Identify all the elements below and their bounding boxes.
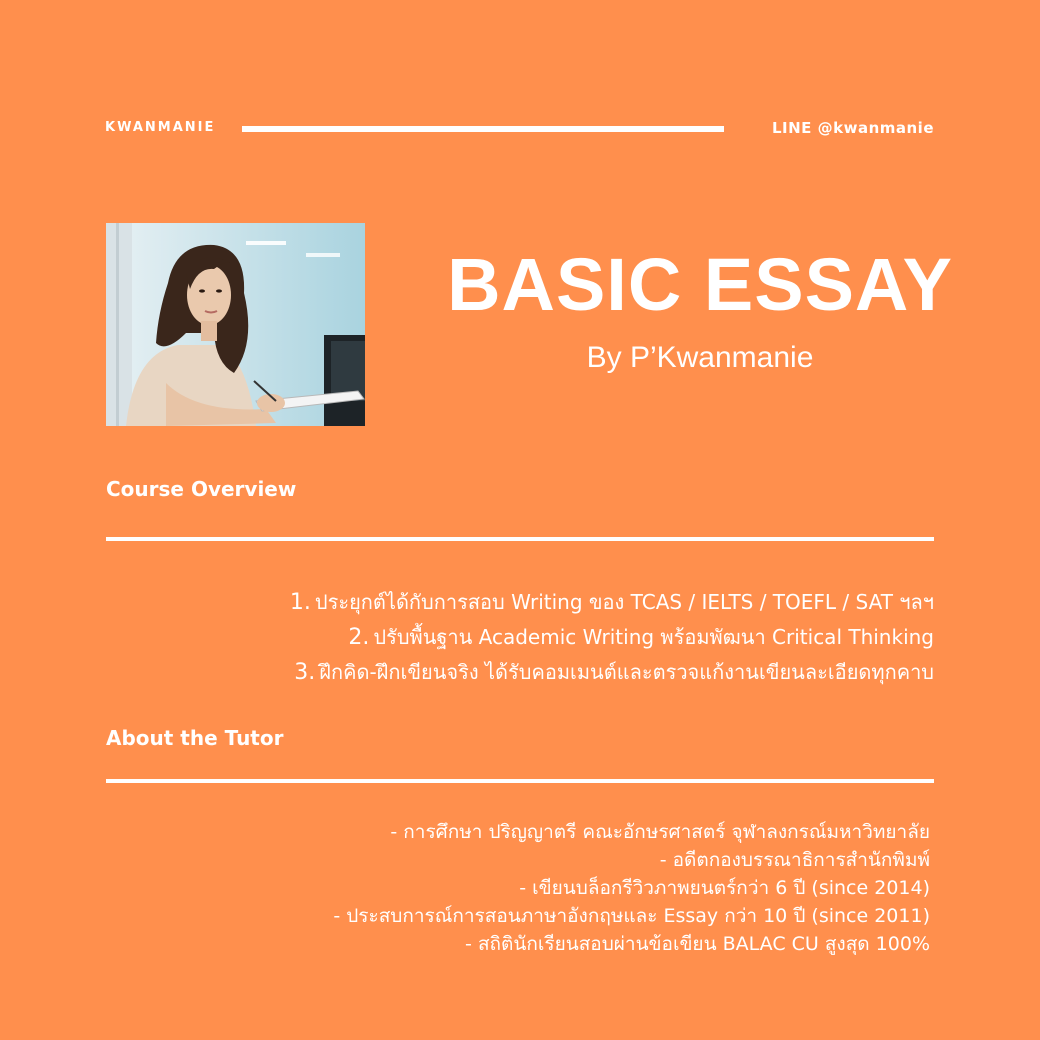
about-tutor-list xyxy=(333,818,930,958)
list-item: - การศึกษา ปริญญาตรี คณะอักษรศาสตร์ จุฬาลงกรณ์มหาวิทยาลัย xyxy=(390,821,930,843)
brand-name: KWANMANIE xyxy=(105,120,216,135)
list-item: 2. ปรับพื้นฐาน Academic Writing พร้อมพัฒนา Critical Thinking xyxy=(348,625,934,650)
list-item: - ประสบการณ์การสอนภาษาอังกฤษและ Essay กว่า 10 ปี (since 2011) xyxy=(333,905,930,927)
course-overview-divider xyxy=(106,537,934,541)
tutor-photo xyxy=(106,223,365,426)
about-tutor-divider xyxy=(106,779,934,783)
list-item: 3. ฝึกคิด-ฝึกเขียนจริง ได้รับคอมเมนต์และตรวจแก้งานเขียนละเอียดทุกคาบ xyxy=(294,660,934,685)
list-item: 1. ประยุกต์ได้กับการสอบ Writing ของ TCAS / IELTS / TOEFL / SAT ฯลฯ xyxy=(289,590,934,615)
course-overview-list xyxy=(290,585,934,690)
course-subtitle: By P’Kwanmanie xyxy=(586,341,814,374)
course-title: BASIC ESSAY xyxy=(447,243,953,326)
header-divider xyxy=(242,126,724,132)
list-item: - เขียนบล็อกรีวิวภาพยนตร์กว่า 6 ปี (since 2014) xyxy=(519,877,930,899)
about-tutor-heading: About the Tutor xyxy=(106,726,284,750)
line-contact: LINE @kwanmanie xyxy=(771,119,934,137)
list-item: - สถิตินักเรียนสอบผ่านข้อเขียน BALAC CU สูงสุด 100% xyxy=(465,933,930,955)
list-item: - อดีตกองบรรณาธิการสำนักพิมพ์ xyxy=(659,849,930,871)
course-overview-heading: Course Overview xyxy=(106,477,297,501)
